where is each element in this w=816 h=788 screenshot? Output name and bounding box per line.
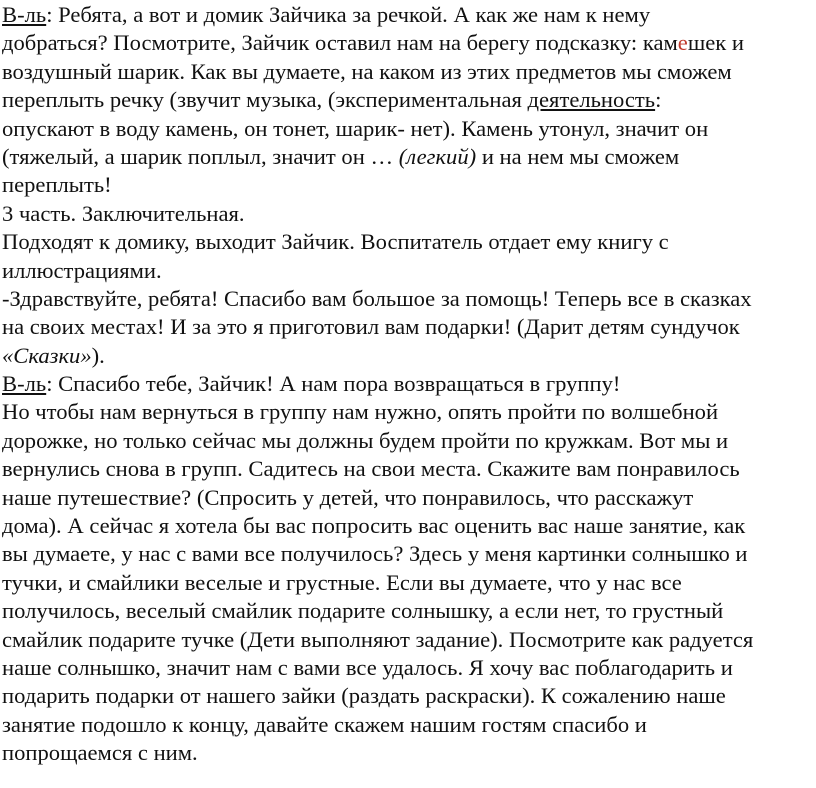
text-run: попрощаемся с ним. xyxy=(2,740,198,766)
text-line xyxy=(2,200,816,228)
text-line xyxy=(2,115,816,143)
text-run: дома). А сейчас я хотела бы вас попросить вас оценить вас наше занятие, как xyxy=(2,513,746,539)
text-run: : xyxy=(655,87,662,113)
text-run: е xyxy=(677,30,688,56)
text-run: вы думаете, у нас с вами все получилось? Здесь у меня картинки солнышко и xyxy=(2,541,748,567)
text-line xyxy=(2,313,816,341)
text-line xyxy=(2,398,816,426)
text-line xyxy=(2,597,816,625)
text-run: дорожке, но только сейчас мы должны будем пройти по кружкам. Вот мы и xyxy=(2,427,729,453)
text-line xyxy=(2,342,816,370)
text-line xyxy=(2,285,816,313)
text-run: переплыть речку (звучит музыка, (экспериментальная xyxy=(2,87,528,113)
text-run: добраться? Посмотрите, Зайчик оставил нам на берегу подсказку: кам xyxy=(2,30,678,56)
text-run: : Спасибо тебе, Зайчик! А нам пора возвращаться в группу! xyxy=(46,371,621,397)
text-run: : Ребята, а вот и домик Зайчика за речкой. А как же нам к нему xyxy=(46,2,651,27)
text-line xyxy=(2,257,816,285)
text-line xyxy=(2,228,816,256)
text-run: получилось, веселый смайлик подарите солнышку, а если нет, то грустный xyxy=(2,598,724,624)
text-run: воздушный шарик. Как вы думаете, на каком из этих предметов мы сможем xyxy=(2,58,732,84)
text-line xyxy=(2,711,816,739)
text-run: и на нем мы сможем xyxy=(476,143,680,169)
text-run: опускают в воду камень, он тонет, шарик- нет). Камень утонул, значит он xyxy=(2,115,709,141)
text-line xyxy=(2,1,816,29)
text-run: 3 часть. Заключительная. xyxy=(2,200,245,226)
text-run: наше путешествие? (Спросить у детей, что понравилось, что расскажут xyxy=(2,484,694,510)
text-run: «Сказки» xyxy=(2,342,92,368)
text-run: В-ль xyxy=(2,371,47,397)
text-line xyxy=(2,427,816,455)
text-run: ). xyxy=(91,342,105,368)
text-run: В-ль xyxy=(2,2,47,27)
text-line xyxy=(2,654,816,682)
text-run: Подходят к домику, выходит Зайчик. Воспитатель отдает ему книгу с xyxy=(2,229,669,255)
text-run: наше солнышко, значит нам с вами все удалось. Я хочу вас поблагодарить и xyxy=(2,654,733,680)
text-line xyxy=(2,739,816,767)
text-run: на своих местах! И за это я приготовил вам подарки! (Дарит детям сундучок xyxy=(2,314,740,340)
text-run: тучки, и смайлики веселые и грустные. Если вы думаете, что у нас все xyxy=(2,569,682,595)
text-run: -Здравствуйте, ребята! Спасибо вам большое за помощь! Теперь все в сказках xyxy=(2,285,752,311)
text-line xyxy=(2,540,816,568)
text-line xyxy=(2,143,816,171)
text-run: Но чтобы нам вернуться в группу нам нужно, опять пройти по волшебной xyxy=(2,399,719,425)
text-run: подарить подарки от нашего зайки (раздать раскраски). К сожалению наше xyxy=(2,683,726,709)
text-run: занятие подошло к концу, давайте скажем нашим гостям спасибо и xyxy=(2,711,647,737)
text-run: (тяжелый, а шарик поплыл, значит он … xyxy=(2,143,399,169)
text-run: переплыть! xyxy=(2,172,112,198)
text-line xyxy=(2,484,816,512)
text-run: (легкий) xyxy=(398,143,477,169)
text-line xyxy=(2,171,816,199)
text-line xyxy=(2,86,816,114)
text-run: смайлик подарите тучке (Дети выполняют задание). Посмотрите как радуется xyxy=(2,626,754,652)
text-line xyxy=(2,569,816,597)
text-line xyxy=(2,58,816,86)
text-line xyxy=(2,682,816,710)
text-line xyxy=(2,29,816,57)
text-line xyxy=(2,626,816,654)
text-line xyxy=(2,370,816,398)
text-run: иллюстрациями. xyxy=(2,257,162,283)
text-line xyxy=(2,512,816,540)
text-line xyxy=(2,455,816,483)
text-run: вернулись снова в групп. Садитесь на свои места. Скажите вам понравилось xyxy=(2,456,740,482)
text-run: деятельность xyxy=(527,87,656,113)
text-run: шек и xyxy=(687,30,744,56)
